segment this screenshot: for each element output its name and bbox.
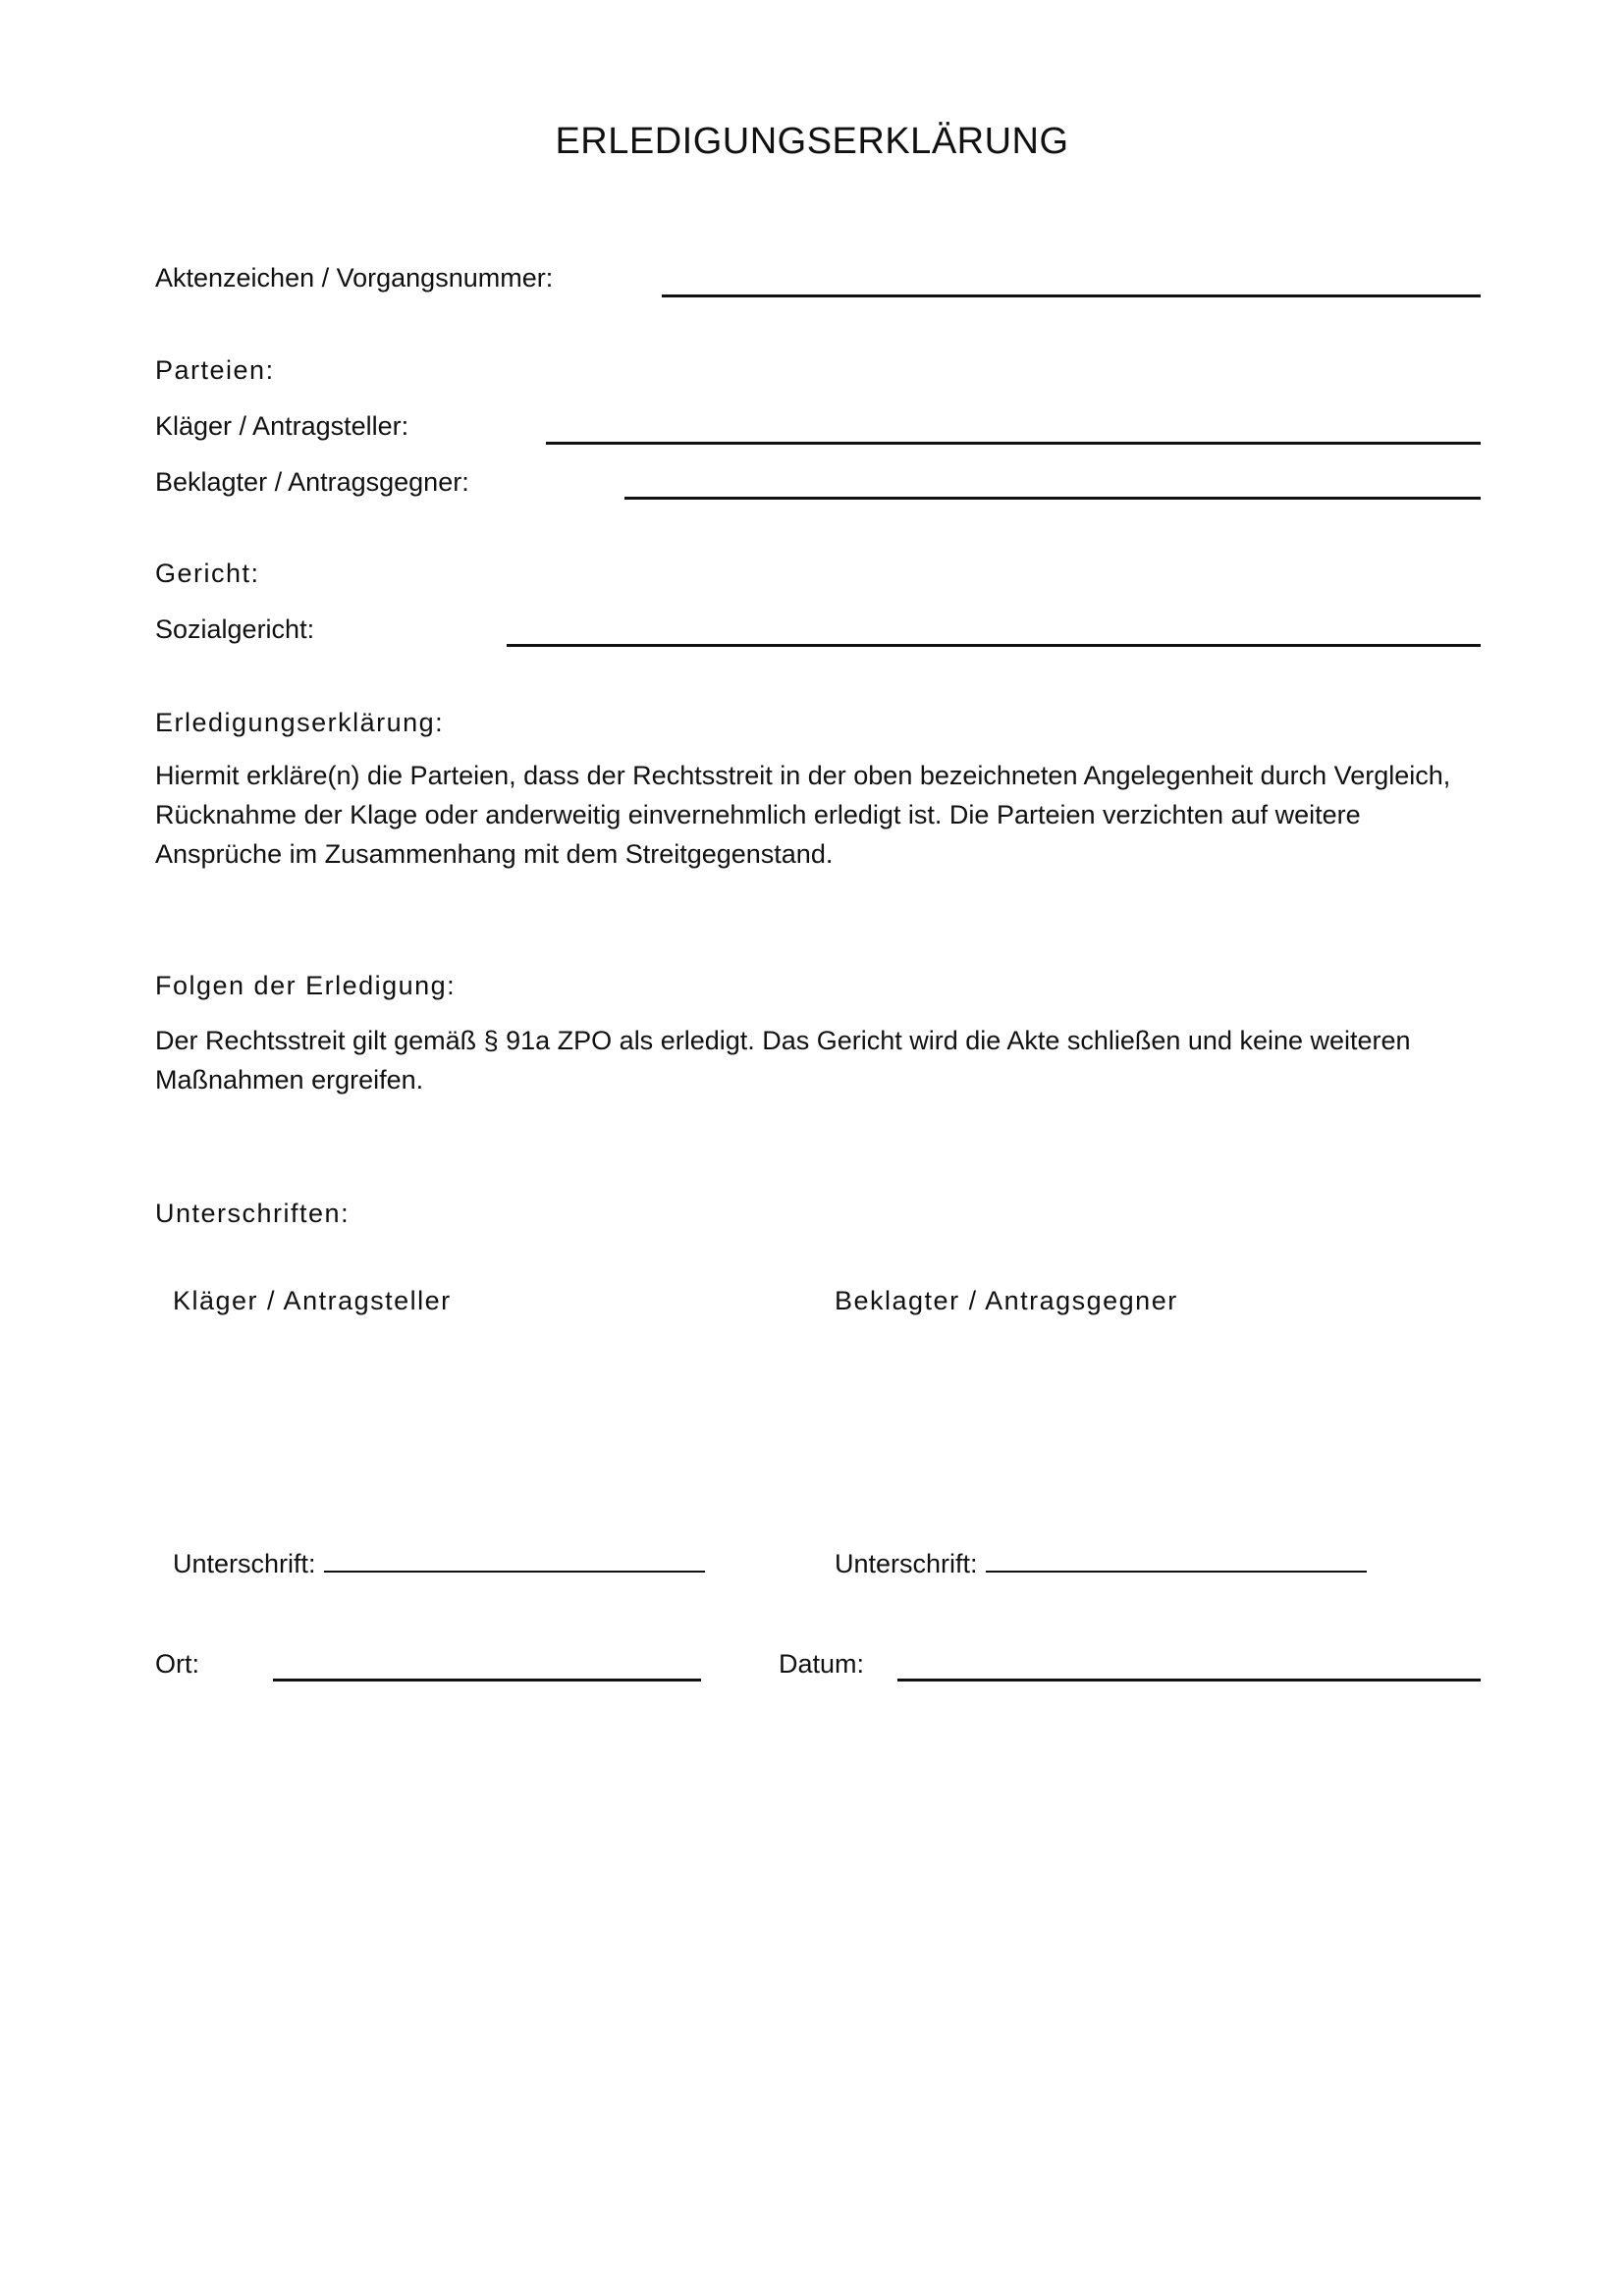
case-number-label: Aktenzeichen / Vorgangsnummer: xyxy=(155,263,554,293)
defendant-signature-party: Beklagter / Antragsgegner xyxy=(835,1286,1178,1315)
date-label: Datum: xyxy=(779,1649,865,1679)
defendant-signature-label: Unterschrift: xyxy=(835,1549,978,1578)
parties-heading: Parteien: xyxy=(155,355,275,385)
plaintiff-signature-label: Unterschrift: xyxy=(173,1549,316,1578)
defendant-label: Beklagter / Antragsgegner: xyxy=(155,467,469,497)
consequences-heading: Folgen der Erledigung: xyxy=(155,971,457,1000)
declaration-text: Hiermit erkläre(n) die Parteien, dass der Rechtsstreit in der oben bezeichneten Angelegenheit durch Vergleich, Rücknahme der Klage oder anderweitig einvernehmlich erledigt ist. Die Parteien verzichten auf weitere Ansprüche im Zusammenhang mit dem Streitgegenstand. xyxy=(155,761,1451,869)
plaintiff-signature-party: Kläger / Antragsteller xyxy=(173,1286,452,1315)
signatures-heading: Unterschriften: xyxy=(155,1199,351,1228)
case-number-field[interactable] xyxy=(662,294,1481,297)
date-field[interactable] xyxy=(897,1679,1481,1682)
place-field[interactable] xyxy=(273,1679,701,1682)
declaration-heading: Erledigungserklärung: xyxy=(155,708,445,737)
court-heading: Gericht: xyxy=(155,559,260,588)
defendant-field[interactable] xyxy=(624,497,1481,500)
consequences-text: Der Rechtsstreit gilt gemäß § 91a ZPO als erledigt. Das Gericht wird die Akte schließen und keine weiteren Maßnahmen ergreifen. xyxy=(155,1026,1411,1095)
social-court-label: Sozialgericht: xyxy=(155,614,315,644)
place-label: Ort: xyxy=(155,1649,199,1679)
plaintiff-signature-field[interactable] xyxy=(324,1549,705,1573)
plaintiff-field[interactable] xyxy=(546,442,1481,445)
plaintiff-signature-row xyxy=(173,1547,705,1580)
social-court-field[interactable] xyxy=(507,644,1481,647)
defendant-signature-row xyxy=(835,1547,1367,1580)
plaintiff-label: Kläger / Antragsteller: xyxy=(155,411,409,441)
document-title: ERLEDIGUNGSERKLÄRUNG xyxy=(555,121,1069,162)
defendant-signature-field[interactable] xyxy=(986,1549,1367,1573)
